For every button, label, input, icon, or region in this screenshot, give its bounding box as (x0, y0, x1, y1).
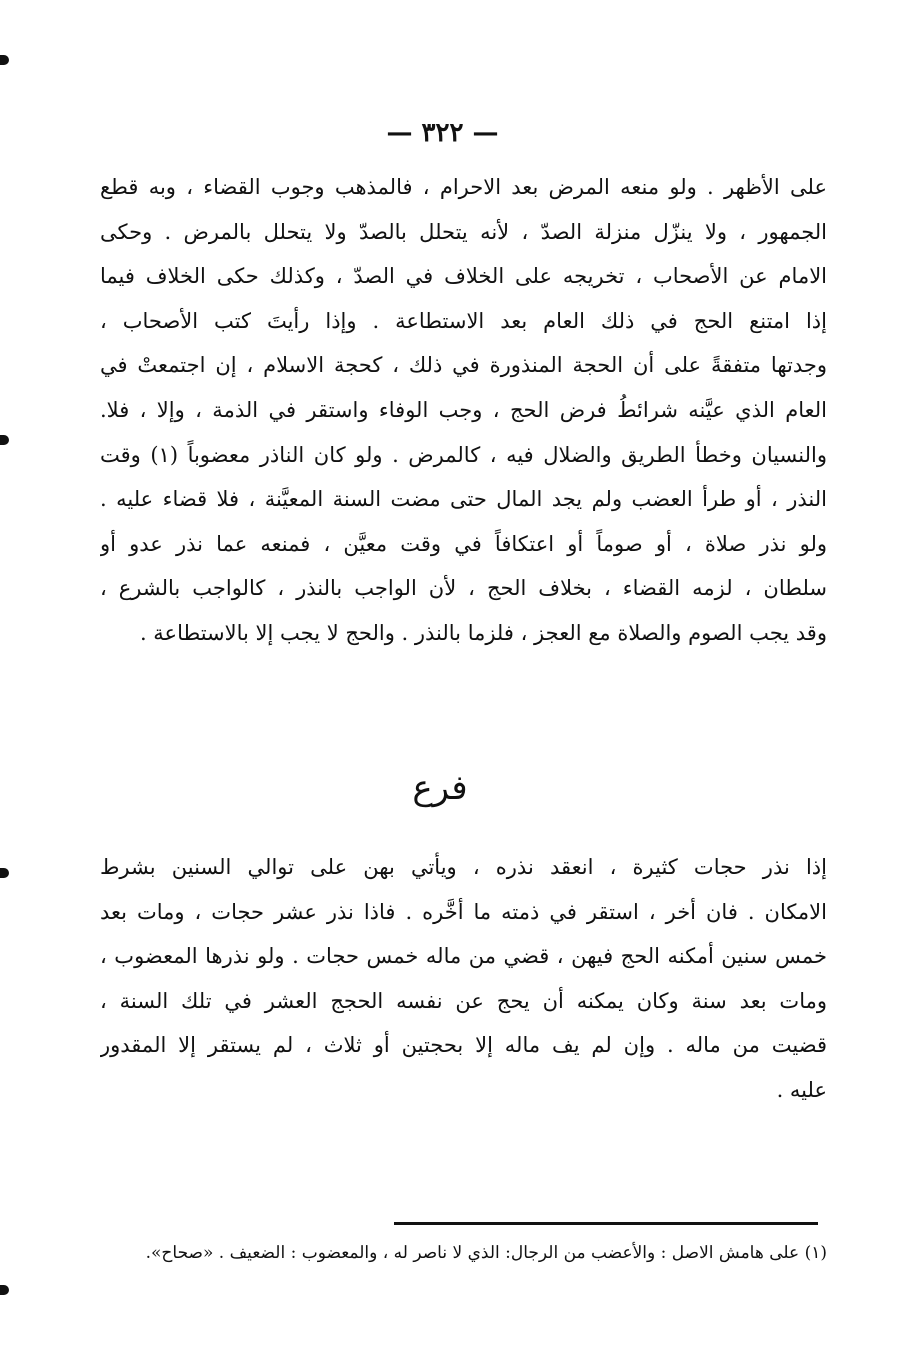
text-line: خمس سنين أمكنه الحج فيهن ، قضي من ماله خمس حجات . ولو نذرها المعضوب ، (100, 944, 827, 969)
text-line: ولو نذر صلاة ، أو صوماً أو اعتكافاً في وقت معيَّن ، فمنعه عما نذر عدو أو (100, 531, 827, 556)
scan-margin-mark (0, 868, 9, 878)
text-line: والنسيان وخطأ الطريق والضلال فيه ، كالمرض . ولو كان الناذر معضوباً (١) وقت (100, 442, 827, 467)
text-line: النذر ، أو طرأ العضب ولم يجد المال حتى مضت السنة المعيَّنة ، فلا قضاء عليه . (100, 487, 827, 512)
text-line: إذا نذر حجات كثيرة ، انعقد نذره ، ويأتي بهن على توالي السنين بشرط (100, 855, 827, 879)
text-line: الجمهور ، ولا ينزّل منزلة الصدّ ، لأنه يتحلل بالصدّ ولا يتحلل بالمرض . وحكى (100, 219, 827, 244)
text-line: ومات بعد سنة وكان يمكنه أن يحج عن نفسه الحجج العشر في تلك السنة ، (100, 988, 827, 1013)
text-line: الامكان . فان أخر ، استقر في ذمته ما أخَّره . فاذا نذر عشر حجات ، ومات بعد (100, 899, 827, 924)
footnote: (١) على هامش الاصل : والأعضب من الرجال: الذي لا ناصر له ، والمعضوب : الضعيف . «صحاح». (145, 1243, 827, 1263)
scan-margin-mark (0, 435, 9, 445)
section-heading: فرع (412, 768, 468, 808)
text-line: على الأظهر . ولو منعه المرض بعد الاحرام ، فالمذهب وجوب القضاء ، وبه قطع (100, 175, 827, 199)
text-line: عليه . (776, 1077, 827, 1102)
text-line: سلطان ، لزمه القضاء ، بخلاف الحج ، لأن الواجب بالنذر ، كالواجب بالشرع ، (100, 576, 827, 601)
text-line: الامام عن الأصحاب ، تخريجه على الخلاف في الصدّ ، وكذلك حكى الخلاف فيما (100, 264, 827, 289)
main-paragraph (100, 165, 827, 656)
text-line: إذا امتنع الحج في ذلك العام بعد الاستطاعة . وإذا رأيتَ كتب الأصحاب ، (100, 308, 827, 333)
text-line: وقد يجب الصوم والصلاة مع العجز ، فلزما بالنذر . والحج لا يجب إلا بالاستطاعة . (139, 620, 827, 645)
scan-margin-mark (0, 1285, 9, 1295)
text-line: وجدتها متفقةً على أن الحجة المنذورة في ذلك ، كحجة الاسلام ، إن اجتمعتْ في (100, 353, 827, 378)
text-line: قضيت من ماله . وإن لم يف ماله إلا بحجتين أو ثلاث ، لم يستقر إلا المقدور (100, 1033, 827, 1058)
scan-margin-mark (0, 55, 9, 65)
page-number: — ٣٢٢ — (386, 118, 499, 148)
text-line: العام الذي عيَّنه شرائطُ فرض الحج ، وجب الوفاء واستقر في الذمة ، وإلا ، فلا. (100, 397, 827, 422)
section-paragraph (100, 845, 827, 1113)
footnote-divider (394, 1222, 818, 1225)
